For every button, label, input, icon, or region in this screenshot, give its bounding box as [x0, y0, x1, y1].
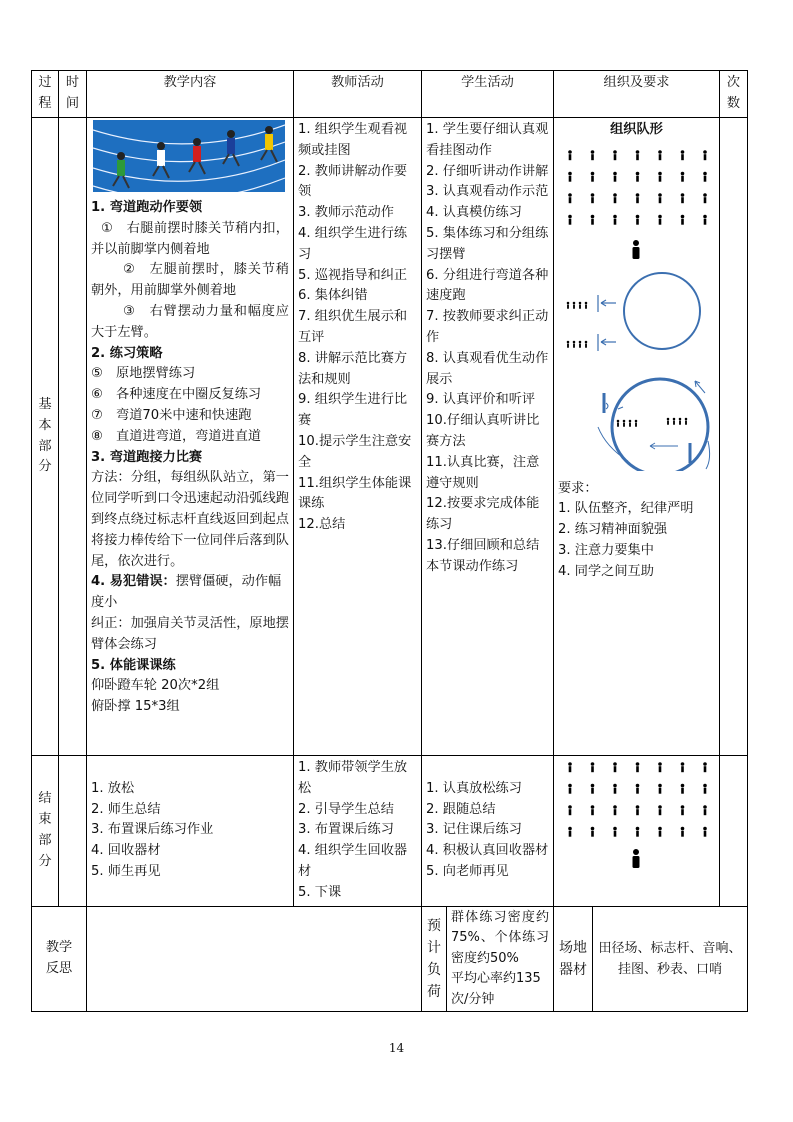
- teacher-item: 2. 教师讲解动作要领: [298, 163, 408, 200]
- org-title: 组织队形: [610, 122, 663, 137]
- ending-content-item: 4. 回收器材: [91, 843, 161, 859]
- content-s1-item: ③ 右臂摆动力量和幅度应大于左臂。: [91, 303, 289, 340]
- teacher-item: 3. 教师示范动作: [298, 205, 394, 221]
- student-item: 10.仔细认真听讲比赛方法: [426, 413, 540, 449]
- ending-row: [32, 756, 748, 907]
- track-circle-1: [624, 273, 700, 349]
- header-student: 学生活动: [422, 71, 554, 118]
- content-s5-item: 俯卧撑 15*3组: [91, 699, 180, 715]
- group-b-figures: [617, 418, 688, 427]
- footer-row: [32, 906, 748, 1011]
- student-item: 8. 认真观看优生动作展示: [426, 350, 549, 387]
- basic-teacher: [294, 118, 422, 756]
- ending-teacher-item: 2. 引导学生总结: [298, 801, 394, 817]
- sprint-photo: [93, 120, 285, 192]
- ending-teacher-item: 3. 布置课后练习: [298, 822, 394, 838]
- ending-count: [720, 756, 748, 907]
- venue-cell: [554, 906, 748, 1011]
- student-item: 5. 集体练习和分组练习摆臂: [426, 225, 549, 262]
- basic-label: 基本部分: [32, 118, 59, 756]
- content-s4-fix: 纠正：加强肩关节灵活性，原地摆臂体会练习: [91, 615, 289, 652]
- load-label: 预计负荷: [422, 907, 447, 1011]
- ending-org: [554, 756, 720, 907]
- teacher-item: 10.提示学生注意安全: [298, 433, 412, 470]
- ending-student-item: 3. 记住课后练习: [426, 822, 522, 838]
- teacher-item: 4. 组织学生进行练习: [298, 225, 408, 262]
- header-org: 组织及要求: [554, 71, 720, 118]
- load-cell: [422, 906, 554, 1011]
- group-a-figures: [567, 302, 588, 348]
- content-s1-title: 1. 弯道跑动作要领: [91, 200, 203, 215]
- content-s2-item: ⑧ 直道进弯道，弯道进直道: [91, 428, 262, 444]
- requirement-item: 2. 练习精神面貌强: [558, 522, 668, 538]
- ending-formation-diagram: [558, 758, 714, 874]
- ending-content-item: 1. 放松: [91, 780, 135, 796]
- ending-student: [422, 756, 554, 907]
- student-item: 2. 仔细听讲动作讲解: [426, 163, 549, 179]
- content-s2-title: 2. 练习策略: [91, 345, 163, 361]
- reflection-label: [32, 906, 87, 1011]
- lesson-plan-table: [31, 70, 748, 1012]
- basic-count: [720, 118, 748, 756]
- teacher-item: 8. 讲解示范比赛方法和规则: [298, 350, 408, 387]
- student-item: 9. 认真评价和听评: [426, 392, 536, 408]
- formation-diagram: [558, 141, 714, 471]
- ending-content-item: 3. 布置课后练习作业: [91, 822, 214, 838]
- content-s1-item: ① 右腿前摆时膝关节稍内扣，并以前脚掌内侧着地: [91, 220, 289, 257]
- ending-teacher-item: 4. 组织学生回收器材: [298, 843, 408, 879]
- student-item: 12.按要求完成体能练习: [426, 496, 540, 533]
- header-row: [32, 71, 748, 118]
- basic-org: [554, 118, 720, 756]
- heart-rate: 平均心率约135次/分钟: [451, 971, 541, 1007]
- ending-content-item: 5. 师生再见: [91, 863, 161, 879]
- header-process: 过程: [32, 71, 59, 118]
- reflection-label-text: 教学反思: [45, 939, 73, 976]
- requirement-item: 1. 队伍整齐，纪律严明: [558, 501, 694, 517]
- content-s4-text: 摆臂僵硬，动作幅度小: [91, 574, 282, 611]
- basic-content: [87, 118, 294, 756]
- teacher-item: 7. 组织优生展示和互评: [298, 309, 408, 345]
- ending-content: [87, 756, 294, 907]
- ending-student-item: 2. 跟随总结: [426, 801, 496, 817]
- load-text: 群体练习密度约75%、个体练习密度约50%: [451, 909, 549, 966]
- ending-student-item: 5. 向老师再见: [426, 863, 509, 879]
- ending-student-item: 1. 认真放松练习: [426, 780, 522, 796]
- requirement-item: 3. 注意力要集中: [558, 542, 654, 558]
- requirements-title: 要求：: [558, 480, 598, 496]
- basic-time: [59, 118, 87, 756]
- ending-label: 结束部分: [32, 756, 59, 907]
- basic-row: [32, 118, 748, 756]
- requirement-item: 4. 同学之间互助: [558, 563, 654, 579]
- header-count: 次数: [720, 71, 748, 118]
- content-s5-title: 5. 体能课课练: [91, 657, 176, 673]
- page-number: 14: [388, 1041, 405, 1055]
- teacher-item: 6. 集体纠错: [298, 288, 368, 304]
- basic-student: [422, 118, 554, 756]
- teacher-item: 12.总结: [298, 517, 346, 533]
- teacher-item: 5. 巡视指导和纠正: [298, 267, 408, 283]
- student-item: 3. 认真观看动作示范: [426, 184, 549, 200]
- ending-formation-grid: [568, 762, 707, 837]
- student-item: 4. 认真模仿练习: [426, 205, 522, 221]
- teacher-figure-icon: [633, 849, 640, 868]
- ending-teacher-item: 5. 下课: [298, 884, 342, 900]
- content-s2-item: ⑥ 各种速度在中圈反复练习: [91, 387, 262, 403]
- student-item: 7. 按教师要求纠正动作: [426, 309, 549, 345]
- content-s2-item: ⑤ 原地摆臂练习: [91, 366, 196, 382]
- content-s5-item: 仰卧蹬车轮 20次*2组: [91, 678, 220, 694]
- reflection-body: [87, 906, 422, 1011]
- ending-content-item: 2. 师生总结: [91, 801, 161, 817]
- ending-time: [59, 756, 87, 907]
- track-circle-2: [612, 379, 708, 471]
- student-item: 6. 分组进行弯道各种速度跑: [426, 267, 549, 304]
- student-item: 1. 学生要仔细认真观看挂图动作: [426, 122, 549, 158]
- header-content: 教学内容: [87, 71, 294, 118]
- content-s2-item: ⑦ 弯道70米中速和快速跑: [91, 407, 252, 423]
- content-s4-title: 4. 易犯错误：: [91, 574, 176, 590]
- teacher-figure-icon: [633, 240, 640, 259]
- student-item: 13.仔细回顾和总结本节课动作练习: [426, 537, 540, 574]
- student-item: 11.认真比赛，注意遵守规则: [426, 454, 540, 491]
- teacher-item: 11.组织学生体能课课练: [298, 475, 412, 512]
- header-teacher: 教师活动: [294, 71, 422, 118]
- venue-label: 场地器材: [554, 907, 593, 1011]
- venue-text: 田径场、标志杆、音响、挂图、秒表、口哨: [598, 940, 742, 977]
- ending-student-item: 4. 积极认真回收器材: [426, 843, 549, 859]
- student-formation-grid: [568, 150, 707, 225]
- ending-teacher: [294, 756, 422, 907]
- content-s3-title: 3. 弯道跑接力比赛: [91, 449, 203, 465]
- header-time: 时间: [59, 71, 87, 118]
- teacher-item: 1. 组织学生观看视频或挂图: [298, 122, 408, 158]
- content-s3-text: 方法：分组，每组纵队站立，第一位同学听到口令迅速起动沿弧线跑到终点绕过标志杆直线返回到起点将接力棒传给下一位同伴后落到队尾，依次进行。: [91, 470, 289, 569]
- teacher-item: 9. 组织学生进行比赛: [298, 392, 408, 429]
- content-s1-item: ② 左腿前摆时，膝关节稍朝外，用前脚掌外侧着地: [91, 262, 289, 299]
- ending-teacher-item: 1. 教师带领学生放松: [298, 760, 408, 796]
